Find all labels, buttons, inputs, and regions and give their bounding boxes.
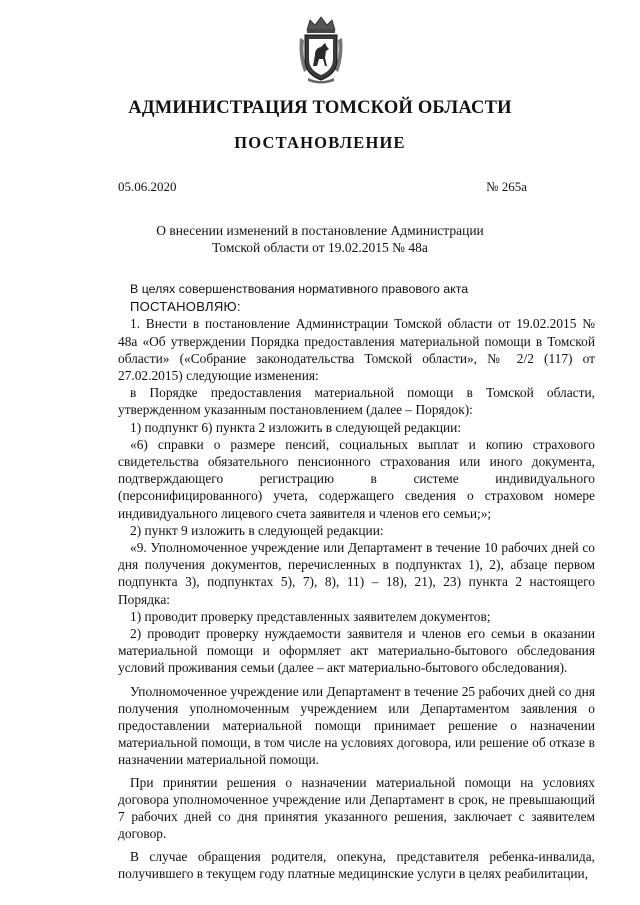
body-paragraph: 1. Внести в постановление Администрации Томской области от 19.02.2015 № 48а «Об утверждении Порядка предоставления материальной помощи в Томской области» («Собрание законодательства Томской области», № 2/2 (117) от 27.02.2015) следующие изменения: xyxy=(118,316,595,384)
document-body xyxy=(118,281,595,882)
document-date: 05.06.2020 xyxy=(118,179,177,194)
resolution-keyword: ПОСТАНОВЛЯЮ: xyxy=(130,299,241,315)
subject-line: Томской области от 19.02.2015 № 48а xyxy=(212,240,428,255)
body-paragraph: «6) справки о размере пенсий, социальных выплат и копию страхового свидетельства обязательного пенсионного страхования или иного документа, подтверждающего регистрацию в системе индивидуального (персонифицированного) учета, содержащего сведения о страховом номере индивидуального лицевого счета заявителя и членов его семьи;»; xyxy=(118,436,595,521)
body-paragraph: 2) проводит проверку нуждаемости заявителя и членов его семьи в оказании материальной помощи и оформляет акт материально-бытового обследования условий проживания семьи (далее – акт материально-бытового обследования). xyxy=(118,626,595,676)
document-type: ПОСТАНОВЛЕНИЕ xyxy=(234,133,406,152)
body-paragraph: В случае обращения родителя, опекуна, представителя ребенка-инвалида, получившего в текущем году платные медицинские услуги в целях реабилитации, xyxy=(118,848,595,881)
body-paragraph: 1) проводит проверку представленных заявителем документов; xyxy=(130,608,491,624)
tomsk-coat-of-arms-icon xyxy=(298,14,344,84)
organization-title: АДМИНИСТРАЦИЯ ТОМСКОЙ ОБЛАСТИ xyxy=(128,98,512,118)
subject-line: О внесении изменений в постановление Администрации xyxy=(156,223,484,238)
preamble-paragraph: В целях совершенствования нормативного правового акта xyxy=(130,282,469,296)
body-paragraph: «9. Уполномоченное учреждение или Департамент в течение 10 рабочих дней со дня получения документов, перечисленных в подпунктах 1), 2), абзаце первом подпункта 3), подпунктах 5), 7), 8), 11) – 18), 21), 23) пункта 2 настоящего Порядка: xyxy=(118,540,595,607)
body-paragraph: При принятии решения о назначении материальной помощи на условиях договора уполномоченное учреждение или Департамент в срок, не превышающий 7 рабочих дней со дня принятия указанного решения, заключает с заявителем договор. xyxy=(118,774,595,842)
document-subject xyxy=(0,222,640,256)
body-paragraph: в Порядке предоставления материальной помощи в Томской области, утвержденном указанным постановлением (далее – Порядок): xyxy=(118,385,595,418)
document-number: № 265а xyxy=(486,179,527,194)
body-paragraph: Уполномоченное учреждение или Департамент в течение 25 рабочих дней со дня получения уполномоченным учреждением или Департаментом заявления о предоставлении материальной помощи принимает решение о назначении материальной помощи, в том числе на условиях договора, или решение об отказе в назначении материальной помощи. xyxy=(118,683,595,768)
body-paragraph: 1) подпункт 6) пункта 2 изложить в следующей редакции: xyxy=(130,419,462,435)
body-paragraph: 2) пункт 9 изложить в следующей редакции: xyxy=(130,522,384,538)
